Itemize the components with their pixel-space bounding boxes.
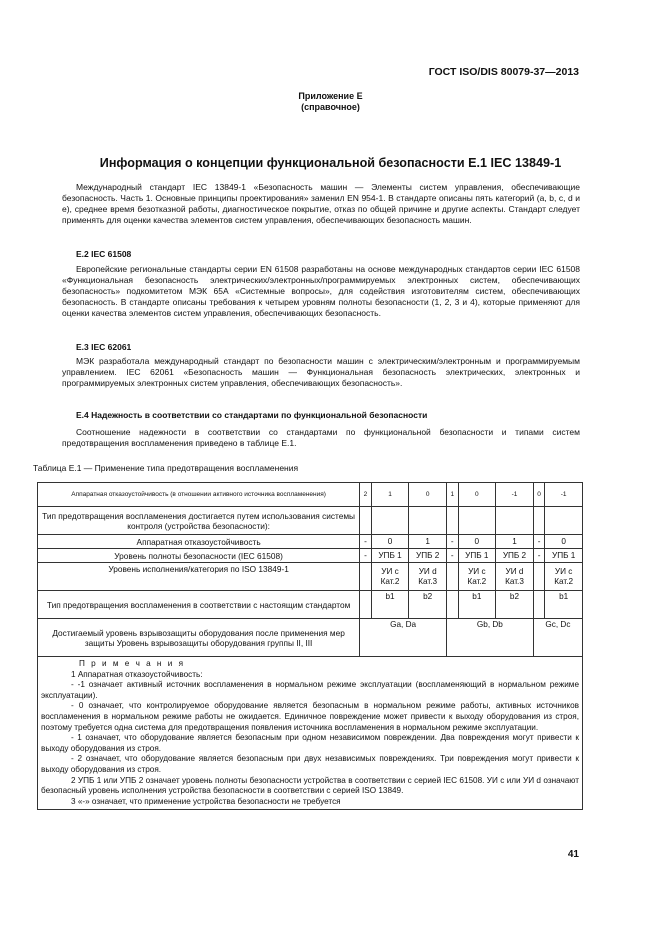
table-cell: b2 (496, 591, 534, 619)
table-cell: 1 (371, 483, 409, 507)
table-cell (447, 507, 459, 535)
table-cell: Тип предотвращения воспламенения достигается путем использования системы контроля (устройства безопасности): (38, 507, 360, 535)
note-item: 2 УПБ 1 или УПБ 2 означает уровень полноты безопасности устройства в соответствии с серией IEC 61508. УИ с или УИ d означают безопасный уровень исполнения устройства безопасности в соответствии с серией ISO 13849. (41, 775, 579, 796)
table-cell: 1 (496, 535, 534, 549)
main-title: Информация о концепции функциональной безопасности Е.1 IEC 13849-1 (99, 156, 562, 170)
table-cell: - (360, 549, 372, 563)
section-heading-e3: Е.3 IEC 62061 (76, 342, 132, 352)
table-cell: УПБ 2 (409, 549, 447, 563)
table-cell (371, 507, 409, 535)
table-row (38, 563, 583, 591)
table-cell: УИ d Кат.3 (496, 563, 534, 591)
table-cell: 0 (371, 535, 409, 549)
paragraph-text: Международный стандарт IEC 13849-1 «Безопасность машин — Элементы систем управления, обеспечивающие безопасность. Часть 1. Основные принципы проектирования» заменил EN 954-1. В стандарте описаны пять категорий (a, b, c, d и e), среднее время безотказной работы, диагностическое покрытие, отказ по общей причине и другие аспекты. Стандарт следует применять для оценки качества элементов систем управления, обеспечивающих безопасность машин. (62, 182, 580, 226)
section-heading-e4: Е.4 Надежность в соответствии со стандартами по функциональной безопасности (76, 410, 428, 420)
table-cell: УПБ 1 (458, 549, 496, 563)
paragraph-e2 (62, 264, 580, 319)
paragraph-text: Соотношение надежности в соответствии со стандартами по функциональной безопасности и типами систем предотвращения воспламенения приведено в таблице Е.1. (62, 427, 580, 449)
table-cell (360, 591, 372, 619)
note-item: - 2 означает, что оборудование является безопасным при двух независимых повреждениях. Три повреждения могут привести к выходу оборудования из строя. (41, 754, 579, 774)
table-cell: Gc, Dc (533, 619, 582, 657)
note-item: - -1 означает активный источник воспламенения в нормальном режиме эксплуатации (воспламеняющий в нормальном режиме эксплуатации). (41, 680, 579, 700)
table-cell (360, 507, 372, 535)
table-cell: 2 (360, 483, 372, 507)
annex-heading (0, 91, 661, 113)
notes-heading: П р и м е ч а н и я (79, 659, 186, 668)
table-cell (360, 563, 372, 591)
table-notes-row (38, 657, 583, 810)
table-cell: b2 (409, 591, 447, 619)
table-cell: - (447, 549, 459, 563)
note-item: 1 Аппаратная отказоустойчивость: (71, 669, 203, 679)
table-row (38, 507, 583, 535)
table-cell (533, 563, 545, 591)
annex-subtitle: (справочное) (301, 102, 360, 112)
table-row (38, 535, 583, 549)
table-cell: Уровень исполнения/категория по ISO 13849-1 (38, 563, 360, 591)
section-heading-e2: Е.2 IEC 61508 (76, 249, 132, 259)
table-row (38, 619, 583, 657)
paragraph-text: МЭК разработала международный стандарт по безопасности машин с электрическим/электронным и программируемым управлением. IEC 62061 «Безопасность машин — Функциональная безопасность электрических, электронных и программируемых электронных систем управления, обеспечивающих безопасность». (62, 356, 580, 389)
table-cell: b1 (371, 591, 409, 619)
table-cell: 1 (409, 535, 447, 549)
table-cell: - (447, 535, 459, 549)
table-row (38, 483, 583, 507)
paragraph-e3 (62, 356, 580, 389)
table-cell (409, 507, 447, 535)
table-cell: 0 (458, 483, 496, 507)
note-item: 3 «-» означает, что применение устройства безопасности не требуется (71, 796, 341, 806)
table-row (38, 549, 583, 563)
table-cell (458, 507, 496, 535)
table-cell (545, 507, 583, 535)
annex-title: Приложение Е (298, 91, 363, 101)
table-cell: 0 (545, 535, 583, 549)
table-cell: Достигаемый уровень взрывозащиты оборудования после применения мер защиты Уровень взрывозащиты оборудования группы II, III (38, 619, 360, 657)
table-cell (496, 507, 534, 535)
table-cell: УИ с Кат.2 (545, 563, 583, 591)
document-header: ГОСТ ISO/DIS 80079-37—2013 (428, 66, 579, 78)
table-cell: 0 (409, 483, 447, 507)
table-cell (447, 591, 459, 619)
page-number: 41 (567, 849, 579, 860)
table-cell: -1 (545, 483, 583, 507)
table-cell (533, 591, 545, 619)
table-cell: Ga, Da (360, 619, 447, 657)
note-item: - 0 означает, что контролируемое оборудование является безопасным в нормальном режиме работы, активных источников воспламенения в нормальном режиме работы не ожидается. Единичное повреждение может привести к выходу оборудования из строя, поэтому требуется одна система для предотвращения появления источника воспламенения в нормальном режиме эксплуатации. (41, 701, 579, 732)
table-row (38, 591, 583, 619)
table-cell: 0 (458, 535, 496, 549)
table-cell: - (533, 549, 545, 563)
table-cell: УПБ 1 (371, 549, 409, 563)
table-cell: 1 (447, 483, 459, 507)
table-cell: УПБ 1 (545, 549, 583, 563)
table-cell: 0 (533, 483, 545, 507)
note-item: - 1 означает, что оборудование является безопасным при одном независимом повреждении. Два повреждения могут привести к выходу оборудования из строя. (41, 733, 579, 753)
table-cell: УИ с Кат.2 (458, 563, 496, 591)
table-cell: Аппаратная отказоустойчивость (38, 535, 360, 549)
table-cell: Уровень полноты безопасности (IEC 61508) (38, 549, 360, 563)
table-cell: УИ d Кат.3 (409, 563, 447, 591)
table-cell: Тип предотвращения воспламенения в соответствии с настоящим стандартом (38, 591, 360, 619)
table-cell: УИ с Кат.2 (371, 563, 409, 591)
table-cell: -1 (496, 483, 534, 507)
table-cell: Аппаратная отказоустойчивость (в отношении активного источника воспламенения) (38, 483, 360, 507)
paragraph-e4 (62, 427, 580, 449)
table-cell: b1 (458, 591, 496, 619)
table-cell: Gb, Db (447, 619, 534, 657)
table-cell: - (533, 535, 545, 549)
table-cell: - (360, 535, 372, 549)
table-cell (533, 507, 545, 535)
table-cell (447, 563, 459, 591)
paragraph-text: Европейские региональные стандарты серии EN 61508 разработаны на основе международных стандартов серии IEC 61508 «Функциональная безопасность электрических/электронных/программируемых электронных систем, обеспечивающих безопасность» подкомитетом МЭК 65А «Системные вопросы», для содействия изготовителям систем, обеспечивающих безопасность. В стандарте описаны требования к четырем уровням полноты безопасности (1, 2, 3 и 4), которые применяют для оценки качества элементов систем управления, обеспечивающих безопасность. (62, 264, 580, 319)
table-cell: УПБ 2 (496, 549, 534, 563)
paragraph-e1 (62, 182, 580, 226)
table-notes (38, 657, 583, 810)
table-caption: Таблица Е.1 — Применение типа предотвращения воспламенения (33, 463, 299, 473)
ignition-prevention-table (37, 482, 583, 810)
table-cell: b1 (545, 591, 583, 619)
